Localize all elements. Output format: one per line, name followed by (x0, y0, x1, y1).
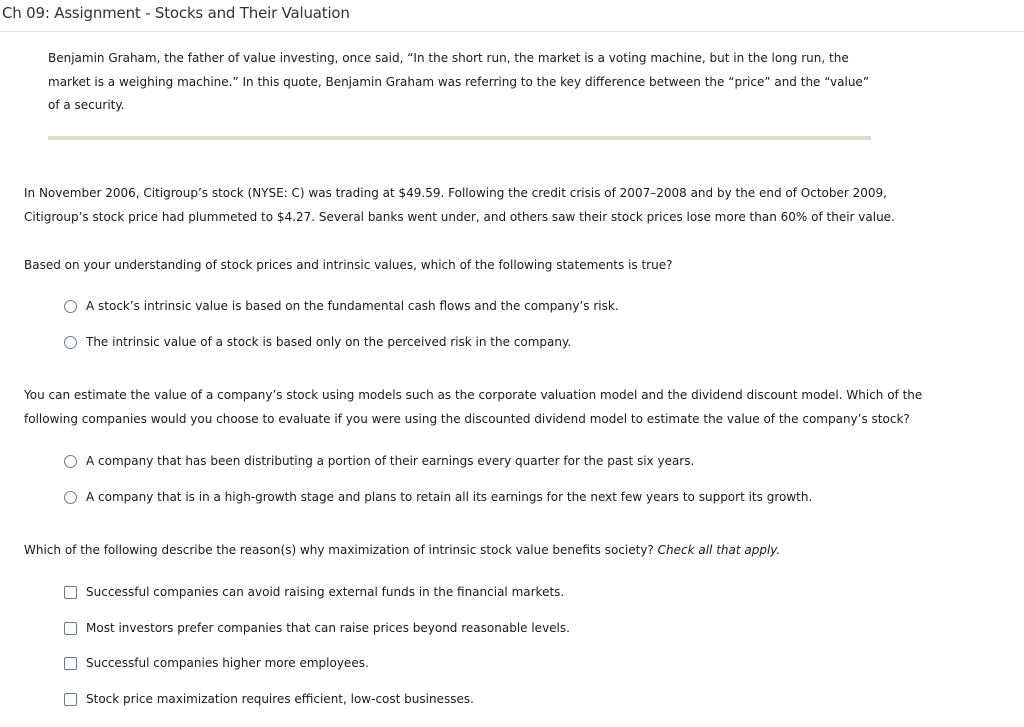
question-3-option-3[interactable] (64, 653, 369, 673)
question-3-option-4[interactable] (64, 689, 474, 709)
page-header (0, 0, 1024, 32)
question-3-option-1[interactable] (64, 582, 564, 602)
question-3-text: Which of the following describe the reason(s) why maximization of intrinsic stock value benefits society? (24, 543, 654, 557)
checkbox[interactable] (64, 622, 77, 635)
option-label: Most investors prefer companies that can raise prices beyond reasonable levels. (86, 621, 570, 635)
option-label: The intrinsic value of a stock is based only on the perceived risk in the company. (86, 335, 572, 349)
scenario-paragraph: In November 2006, Citigroup’s stock (NYSE: C) was trading at $49.59. Following the credit crisis of 2007–2008 and by the end of October 2009, Citigroup’s stock price had plummeted to $4.27. Several banks went under, and others saw their stock prices lose more than 60% of their value. (24, 186, 895, 224)
question-3-option-2[interactable] (64, 618, 570, 638)
question-3-hint: Check all that apply. (657, 543, 781, 557)
option-label: Successful companies higher more employees. (86, 656, 369, 670)
option-label: A stock’s intrinsic value is based on the fundamental cash flows and the company’s risk. (86, 299, 619, 313)
option-label: A company that has been distributing a portion of their earnings every quarter for the past six years. (86, 454, 695, 468)
question-1-option-1[interactable] (64, 296, 619, 316)
question-2-option-1[interactable] (64, 451, 694, 471)
checkbox[interactable] (64, 657, 77, 670)
option-label: Stock price maximization requires efficient, low-cost businesses. (86, 692, 474, 706)
checkbox[interactable] (64, 586, 77, 599)
radio-button[interactable] (64, 300, 77, 313)
checkbox[interactable] (64, 693, 77, 706)
question-1-prompt: Based on your understanding of stock prices and intrinsic values, which of the following statements is true? (24, 258, 673, 272)
section-divider (48, 136, 871, 140)
option-label: A company that is in a high-growth stage and plans to retain all its earnings for the next few years to support its growth. (86, 490, 813, 504)
question-2-option-2[interactable] (64, 487, 812, 507)
question-1-option-2[interactable] (64, 332, 571, 352)
question-2-prompt: You can estimate the value of a company’s stock using models such as the corporate valuation model and the dividend discount model. Which of the following companies would you choose to evaluate if you were using the discounted dividend model to estimate the value of the company’s stock? (24, 388, 923, 426)
radio-button[interactable] (64, 455, 77, 468)
radio-button[interactable] (64, 491, 77, 504)
intro-paragraph: Benjamin Graham, the father of value investing, once said, “In the short run, the market is a voting machine, but in the long run, the market is a weighing machine.” In this quote, Benjamin Graham was referring to the key difference between the “price” and the “value” of a security. (48, 51, 870, 112)
page-title: Ch 09: Assignment - Stocks and Their Valuation (2, 4, 350, 22)
radio-button[interactable] (64, 336, 77, 349)
option-label: Successful companies can avoid raising external funds in the financial markets. (86, 585, 565, 599)
question-3-prompt (24, 539, 924, 563)
